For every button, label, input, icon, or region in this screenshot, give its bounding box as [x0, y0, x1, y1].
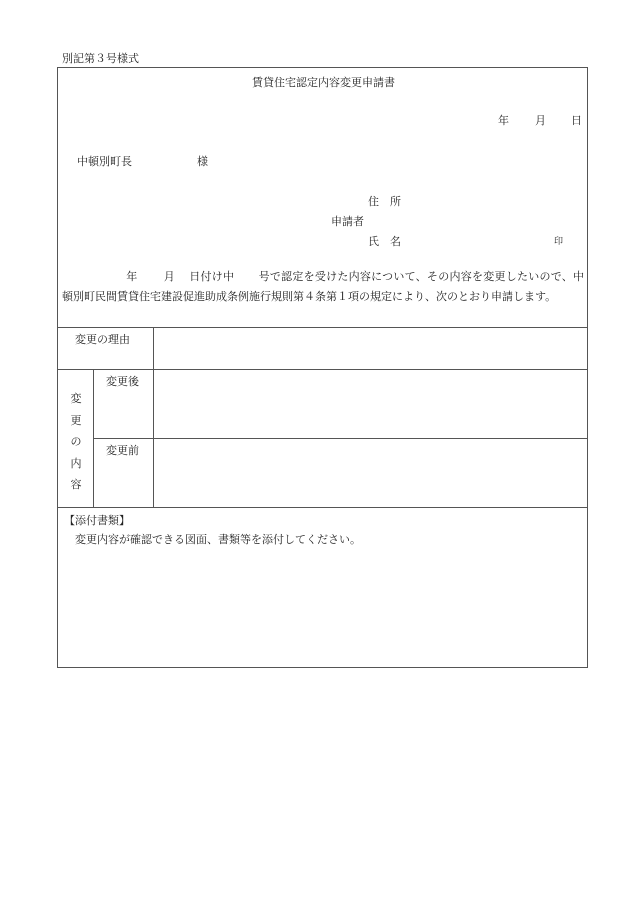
content-label-char-2: 更	[70, 414, 82, 427]
date-month-label: 月	[535, 114, 546, 127]
request-statement	[62, 267, 584, 307]
form-title: 賃貸住宅認定内容変更申請書	[252, 76, 395, 89]
addressee-name: 中頓別町長	[77, 155, 132, 168]
addressee-honorific: 様	[197, 155, 208, 168]
application-form-frame	[57, 67, 588, 668]
applicant-address-label: 住 所	[368, 195, 401, 208]
content-label-char-4: 内	[70, 457, 82, 470]
applicant-group-label: 申請者	[331, 215, 364, 228]
content-label-char-3: の	[70, 435, 82, 448]
attachments-note: 変更内容が確認できる図面、書類等を添付してください。	[75, 533, 361, 546]
change-reason-label: 変更の理由	[75, 333, 130, 346]
content-before-field[interactable]	[154, 439, 586, 507]
content-label-char-1: 変	[70, 392, 82, 405]
content-after-field[interactable]	[154, 370, 586, 438]
content-label-char-5: 容	[70, 478, 82, 491]
form-number-label: 別記第３号様式	[62, 52, 139, 65]
date-year-label: 年	[498, 114, 509, 127]
statement-year-label: 年	[126, 270, 138, 283]
change-reason-field[interactable]	[154, 328, 586, 369]
date-day-label: 日	[571, 114, 582, 127]
content-after-label: 変更後	[106, 375, 139, 388]
applicant-name-label: 氏 名	[368, 235, 401, 248]
content-before-label: 変更前	[106, 444, 139, 457]
statement-body-text: 号で認定を受けた内容について、その内容を変更したいので、中頓別町民間賃貸住宅建設促進助成条例施行規則第４条第１項の規定により、次のとおり申請します。	[62, 270, 585, 303]
seal-mark: 印	[554, 237, 564, 247]
attachments-heading: 【添付書類】	[64, 514, 130, 527]
statement-day-prefix: 日付け中	[189, 270, 235, 283]
statement-month-label: 月	[163, 270, 176, 283]
